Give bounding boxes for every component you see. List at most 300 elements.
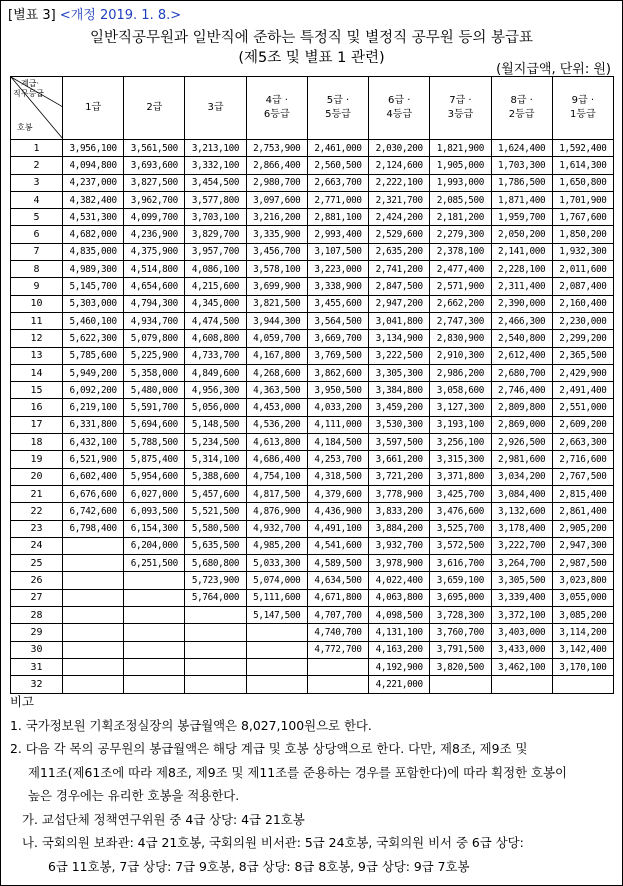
salary-cell: 3,561,500	[124, 140, 185, 157]
salary-cell: 3,577,800	[185, 191, 246, 208]
salary-cell	[246, 641, 307, 658]
salary-cell: 6,204,000	[124, 537, 185, 554]
salary-cell: 1,624,400	[491, 140, 552, 157]
salary-cell: 2,299,200	[552, 330, 613, 347]
salary-cell: 3,456,700	[246, 243, 307, 260]
salary-cell: 2,279,300	[430, 226, 491, 243]
salary-cell: 4,932,700	[246, 520, 307, 537]
column-header-grade: 4급 ·	[265, 95, 288, 106]
salary-cell: 4,817,500	[246, 485, 307, 502]
salary-cell: 4,541,600	[307, 537, 368, 554]
salary-cell: 4,453,000	[246, 399, 307, 416]
salary-cell: 4,733,700	[185, 347, 246, 364]
salary-cell: 3,097,600	[246, 191, 307, 208]
salary-cell: 4,754,100	[246, 468, 307, 485]
salary-cell: 6,432,100	[63, 434, 124, 451]
salary-cell: 4,589,500	[307, 555, 368, 572]
salary-cell: 3,213,100	[185, 140, 246, 157]
salary-cell: 2,662,200	[430, 295, 491, 312]
salary-cell: 2,529,600	[369, 226, 430, 243]
salary-cell: 6,521,900	[63, 451, 124, 468]
salary-cell	[246, 624, 307, 641]
salary-cell: 6,154,300	[124, 520, 185, 537]
salary-cell: 3,962,700	[124, 191, 185, 208]
salary-cell: 3,455,600	[307, 295, 368, 312]
table-row	[11, 347, 614, 364]
salary-cell: 2,881,100	[307, 209, 368, 226]
salary-cell: 1,993,000	[430, 174, 491, 191]
salary-cell: 2,747,300	[430, 312, 491, 329]
salary-cell: 2,861,400	[552, 503, 613, 520]
salary-cell: 2,635,200	[369, 243, 430, 260]
salary-cell: 3,827,500	[124, 174, 185, 191]
salary-cell: 2,663,700	[307, 174, 368, 191]
salary-cell: 3,034,200	[491, 468, 552, 485]
salary-cell: 2,612,400	[491, 347, 552, 364]
salary-cell: 3,023,800	[552, 572, 613, 589]
salary-cell: 3,525,700	[430, 520, 491, 537]
salary-cell: 4,375,900	[124, 243, 185, 260]
salary-cell: 3,833,200	[369, 503, 430, 520]
salary-cell: 2,141,000	[491, 243, 552, 260]
salary-cell	[246, 658, 307, 675]
table-row	[11, 364, 614, 381]
table-row	[11, 434, 614, 451]
salary-cell: 4,167,800	[246, 347, 307, 364]
salary-cell: 3,305,500	[491, 572, 552, 589]
table-row	[11, 382, 614, 399]
step-number-cell: 8	[11, 261, 63, 278]
salary-cell: 2,741,200	[369, 261, 430, 278]
salary-cell: 5,521,500	[185, 503, 246, 520]
table-row	[11, 399, 614, 416]
column-header-rank: 3등급	[447, 109, 474, 120]
salary-cell: 2,378,100	[430, 243, 491, 260]
column-header-rank: 4등급	[386, 109, 413, 120]
salary-cell: 3,695,000	[430, 589, 491, 606]
salary-cell: 5,480,000	[124, 382, 185, 399]
step-number-cell: 1	[11, 140, 63, 157]
unit-note: (월지급액, 단위: 원)	[496, 62, 611, 77]
salary-cell: 3,264,700	[491, 555, 552, 572]
salary-cell: 2,987,500	[552, 555, 613, 572]
salary-cell: 3,616,700	[430, 555, 491, 572]
salary-cell: 6,027,000	[124, 485, 185, 502]
salary-cell	[63, 572, 124, 589]
salary-cell: 3,425,700	[430, 485, 491, 502]
salary-cell: 2,767,500	[552, 468, 613, 485]
step-number-cell: 20	[11, 468, 63, 485]
salary-cell: 4,474,500	[185, 312, 246, 329]
salary-cell: 2,321,700	[369, 191, 430, 208]
salary-cell: 3,597,500	[369, 434, 430, 451]
column-header-grade: 1급	[85, 102, 102, 113]
salary-cell: 3,978,900	[369, 555, 430, 572]
salary-cell: 4,772,700	[307, 641, 368, 658]
salary-cell: 1,614,300	[552, 157, 613, 174]
salary-cell	[63, 589, 124, 606]
salary-cell: 2,551,000	[552, 399, 613, 416]
step-number-cell: 18	[11, 434, 63, 451]
salary-cell: 3,530,300	[369, 416, 430, 433]
salary-cell: 2,540,800	[491, 330, 552, 347]
salary-cell: 2,910,300	[430, 347, 491, 364]
salary-cell: 5,591,700	[124, 399, 185, 416]
salary-cell	[63, 658, 124, 675]
salary-cell: 5,111,600	[246, 589, 307, 606]
salary-cell: 6,093,500	[124, 503, 185, 520]
table-row	[11, 330, 614, 347]
step-number-cell: 2	[11, 157, 63, 174]
salary-cell: 2,365,500	[552, 347, 613, 364]
step-number-cell: 11	[11, 312, 63, 329]
table-body	[11, 140, 614, 694]
salary-cell: 2,986,200	[430, 364, 491, 381]
salary-cell: 4,184,500	[307, 434, 368, 451]
salary-cell: 2,905,200	[552, 520, 613, 537]
step-number-cell: 7	[11, 243, 63, 260]
salary-cell: 4,059,700	[246, 330, 307, 347]
salary-cell: 5,680,800	[185, 555, 246, 572]
salary-cell: 3,699,900	[246, 278, 307, 295]
column-header-grade: 2급	[146, 102, 163, 113]
salary-cell: 4,849,600	[185, 364, 246, 381]
salary-cell	[63, 607, 124, 624]
salary-cell: 4,707,700	[307, 607, 368, 624]
salary-cell: 6,219,100	[63, 399, 124, 416]
salary-cell: 1,821,900	[430, 140, 491, 157]
column-header	[185, 77, 246, 140]
salary-cell: 3,085,200	[552, 607, 613, 624]
salary-cell: 5,788,500	[124, 434, 185, 451]
column-header-grade: 8급 ·	[510, 95, 533, 106]
corner-rank-label: 직무등급	[13, 89, 44, 98]
salary-cell: 4,363,500	[246, 382, 307, 399]
step-number-cell: 14	[11, 364, 63, 381]
salary-cell: 4,086,100	[185, 261, 246, 278]
salary-cell	[185, 658, 246, 675]
salary-cell: 3,142,400	[552, 641, 613, 658]
remark-1: 1. 국가정보원 기획조정실장의 봉급월액은 8,027,100원으로 한다.	[10, 717, 372, 733]
salary-cell: 2,926,500	[491, 434, 552, 451]
salary-cell: 3,371,800	[430, 468, 491, 485]
salary-cell: 5,954,600	[124, 468, 185, 485]
salary-cell: 3,403,000	[491, 624, 552, 641]
salary-cell: 2,716,600	[552, 451, 613, 468]
salary-cell: 1,703,300	[491, 157, 552, 174]
step-number-cell: 32	[11, 676, 63, 693]
salary-cell: 2,771,000	[307, 191, 368, 208]
salary-cell: 1,871,400	[491, 191, 552, 208]
salary-cell: 5,580,500	[185, 520, 246, 537]
corner-cell	[11, 77, 63, 140]
table-header-row	[11, 77, 614, 140]
salary-cell: 5,056,000	[185, 399, 246, 416]
step-number-cell: 17	[11, 416, 63, 433]
appendix-label: [별표 3]	[8, 8, 56, 23]
step-number-cell: 29	[11, 624, 63, 641]
salary-cell: 1,650,800	[552, 174, 613, 191]
salary-cell	[63, 555, 124, 572]
salary-cell: 3,223,000	[307, 261, 368, 278]
salary-cell: 3,932,700	[369, 537, 430, 554]
salary-cell: 3,476,600	[430, 503, 491, 520]
salary-cell	[124, 607, 185, 624]
step-number-cell: 26	[11, 572, 63, 589]
step-number-cell: 25	[11, 555, 63, 572]
salary-cell: 3,222,700	[491, 537, 552, 554]
salary-cell	[124, 658, 185, 675]
salary-cell: 4,514,800	[124, 261, 185, 278]
salary-cell: 4,237,000	[63, 174, 124, 191]
salary-cell: 3,957,700	[185, 243, 246, 260]
page-title: 일반직공무원과 일반직에 준하는 특정직 및 별정직 공무원 등의 봉급표	[89, 30, 534, 46]
salary-cell: 3,222,500	[369, 347, 430, 364]
salary-cell: 2,866,400	[246, 157, 307, 174]
step-number-cell: 30	[11, 641, 63, 658]
salary-cell: 4,686,400	[246, 451, 307, 468]
salary-cell: 3,256,100	[430, 434, 491, 451]
salary-cell: 3,338,900	[307, 278, 368, 295]
document-header	[8, 4, 181, 23]
salary-cell: 1,592,400	[552, 140, 613, 157]
salary-cell: 2,981,600	[491, 451, 552, 468]
salary-cell: 2,124,600	[369, 157, 430, 174]
salary-cell: 3,578,100	[246, 261, 307, 278]
salary-cell: 2,993,400	[307, 226, 368, 243]
column-header-rank: 6등급	[263, 109, 290, 120]
step-number-cell: 13	[11, 347, 63, 364]
salary-cell: 5,622,300	[63, 330, 124, 347]
salary-cell: 4,613,800	[246, 434, 307, 451]
salary-cell: 4,934,700	[124, 312, 185, 329]
column-header-grade: 9급 ·	[571, 95, 595, 106]
table-row	[11, 624, 614, 641]
salary-cell: 3,462,100	[491, 658, 552, 675]
table-row	[11, 555, 614, 572]
remark-2-line-1: 2. 다음 각 목의 공무원의 봉급월액은 해당 계급 및 호봉 상당액으로 한다. 다만, 제8조, 제9조 및	[10, 741, 528, 756]
salary-table	[10, 76, 614, 694]
salary-cell: 5,314,100	[185, 451, 246, 468]
column-header	[307, 77, 368, 140]
salary-cell: 6,602,400	[63, 468, 124, 485]
salary-cell: 3,760,700	[430, 624, 491, 641]
salary-cell: 3,058,600	[430, 382, 491, 399]
salary-cell: 3,134,900	[369, 330, 430, 347]
salary-cell: 1,905,000	[430, 157, 491, 174]
table-row	[11, 243, 614, 260]
salary-cell: 4,094,800	[63, 157, 124, 174]
table-row	[11, 416, 614, 433]
salary-cell: 3,332,100	[185, 157, 246, 174]
salary-cell: 6,742,600	[63, 503, 124, 520]
table-row	[11, 520, 614, 537]
step-number-cell: 16	[11, 399, 63, 416]
salary-cell	[124, 641, 185, 658]
salary-cell: 1,932,300	[552, 243, 613, 260]
salary-cell: 2,424,200	[369, 209, 430, 226]
remark-2-line-2: 제11조(제61조에 따라 제8조, 제9조 및 제11조를 준용하는 경우를 포함한다)에 따라 획정한 호봉이	[28, 764, 567, 780]
column-header	[430, 77, 491, 140]
salary-cell: 2,466,300	[491, 312, 552, 329]
salary-cell: 2,050,200	[491, 226, 552, 243]
salary-cell: 3,944,300	[246, 312, 307, 329]
salary-cell: 3,132,600	[491, 503, 552, 520]
salary-cell	[124, 624, 185, 641]
salary-cell: 2,491,400	[552, 382, 613, 399]
salary-cell: 4,163,200	[369, 641, 430, 658]
column-header-grade: 7급 ·	[449, 95, 472, 106]
salary-cell: 4,740,700	[307, 624, 368, 641]
column-header-rank: 1등급	[570, 109, 596, 120]
salary-cell: 3,339,400	[491, 589, 552, 606]
salary-cell: 5,225,900	[124, 347, 185, 364]
step-number-cell: 22	[11, 503, 63, 520]
corner-grade-label: 계급·	[21, 79, 39, 88]
salary-cell: 3,661,200	[369, 451, 430, 468]
salary-cell: 3,107,500	[307, 243, 368, 260]
table-row	[11, 157, 614, 174]
salary-cell: 4,536,200	[246, 416, 307, 433]
salary-cell: 3,820,500	[430, 658, 491, 675]
salary-cell	[63, 624, 124, 641]
salary-cell: 2,809,800	[491, 399, 552, 416]
salary-cell	[185, 624, 246, 641]
remark-item-b-line-1: 나. 국회의원 보좌관: 4급 21호봉, 국회의원 비서관: 5급 24호봉, 국회의원 비서 중 6급 상당:	[22, 835, 524, 850]
salary-cell: 1,959,700	[491, 209, 552, 226]
salary-cell: 2,830,900	[430, 330, 491, 347]
salary-cell: 2,947,300	[552, 537, 613, 554]
salary-cell: 4,098,500	[369, 607, 430, 624]
salary-cell: 3,055,000	[552, 589, 613, 606]
step-number-cell: 19	[11, 451, 63, 468]
salary-cell: 2,222,100	[369, 174, 430, 191]
salary-cell: 3,384,800	[369, 382, 430, 399]
salary-cell: 6,676,600	[63, 485, 124, 502]
salary-cell: 3,193,100	[430, 416, 491, 433]
salary-cell: 4,531,300	[63, 209, 124, 226]
step-number-cell: 27	[11, 589, 63, 606]
salary-cell: 5,234,500	[185, 434, 246, 451]
salary-cell: 3,305,300	[369, 364, 430, 381]
salary-cell: 2,085,500	[430, 191, 491, 208]
salary-cell: 5,723,900	[185, 572, 246, 589]
salary-cell: 3,170,100	[552, 658, 613, 675]
salary-cell: 5,635,500	[185, 537, 246, 554]
column-header	[552, 77, 613, 140]
salary-cell: 3,703,100	[185, 209, 246, 226]
salary-cell: 4,436,900	[307, 503, 368, 520]
salary-cell: 2,011,600	[552, 261, 613, 278]
salary-cell: 5,079,800	[124, 330, 185, 347]
table-row	[11, 295, 614, 312]
salary-cell: 3,433,000	[491, 641, 552, 658]
salary-cell: 3,041,800	[369, 312, 430, 329]
step-number-cell: 15	[11, 382, 63, 399]
salary-cell: 4,318,500	[307, 468, 368, 485]
salary-cell: 5,764,000	[185, 589, 246, 606]
step-number-cell: 6	[11, 226, 63, 243]
salary-cell	[307, 658, 368, 675]
remark-item-b-line-2: 6급 11호봉, 7급 상당: 7급 9호봉, 8급 상당: 8급 8호봉, 9급 상당: 9급 7호봉	[48, 858, 470, 874]
step-number-cell: 3	[11, 174, 63, 191]
column-header	[63, 77, 124, 140]
salary-cell: 5,694,600	[124, 416, 185, 433]
table-row	[11, 485, 614, 502]
salary-cell: 2,571,900	[430, 278, 491, 295]
salary-cell: 2,980,700	[246, 174, 307, 191]
salary-cell: 4,192,900	[369, 658, 430, 675]
salary-cell: 3,821,500	[246, 295, 307, 312]
salary-cell: 6,092,200	[63, 382, 124, 399]
salary-cell: 2,663,300	[552, 434, 613, 451]
column-header	[491, 77, 552, 140]
salary-cell: 2,160,400	[552, 295, 613, 312]
salary-cell: 3,791,500	[430, 641, 491, 658]
table-row	[11, 278, 614, 295]
salary-cell: 4,682,000	[63, 226, 124, 243]
salary-cell: 2,181,200	[430, 209, 491, 226]
salary-cell: 6,798,400	[63, 520, 124, 537]
page-subtitle: (제5조 및 별표 1 관련)	[238, 50, 385, 66]
salary-cell: 4,634,500	[307, 572, 368, 589]
salary-cell: 5,303,000	[63, 295, 124, 312]
step-number-cell: 12	[11, 330, 63, 347]
column-header-grade: 6급 ·	[388, 95, 411, 106]
salary-cell: 3,956,100	[63, 140, 124, 157]
salary-cell: 4,236,900	[124, 226, 185, 243]
salary-cell: 4,099,700	[124, 209, 185, 226]
salary-cell: 2,030,200	[369, 140, 430, 157]
remark-2-line-3: 높은 경우에는 유리한 호봉을 적용한다.	[28, 788, 240, 803]
salary-cell: 5,388,600	[185, 468, 246, 485]
table-row	[11, 503, 614, 520]
salary-cell: 2,753,900	[246, 140, 307, 157]
salary-cell: 3,659,100	[430, 572, 491, 589]
salary-cell: 2,461,000	[307, 140, 368, 157]
salary-cell: 5,785,600	[63, 347, 124, 364]
remarks-heading: 비고	[10, 694, 34, 709]
salary-cell	[124, 572, 185, 589]
salary-cell: 4,671,800	[307, 589, 368, 606]
salary-cell: 2,815,400	[552, 485, 613, 502]
salary-cell: 5,148,500	[185, 416, 246, 433]
salary-cell: 5,033,300	[246, 555, 307, 572]
salary-cell: 4,956,300	[185, 382, 246, 399]
salary-cell	[124, 589, 185, 606]
salary-cell: 5,074,000	[246, 572, 307, 589]
table-row	[11, 468, 614, 485]
salary-cell: 4,268,600	[246, 364, 307, 381]
salary-cell	[185, 641, 246, 658]
salary-cell	[185, 607, 246, 624]
salary-cell: 6,251,500	[124, 555, 185, 572]
salary-cell: 3,315,300	[430, 451, 491, 468]
salary-cell: 3,778,900	[369, 485, 430, 502]
column-header	[246, 77, 307, 140]
step-number-cell: 21	[11, 485, 63, 502]
salary-cell: 4,876,900	[246, 503, 307, 520]
salary-cell: 2,680,700	[491, 364, 552, 381]
salary-cell: 5,145,700	[63, 278, 124, 295]
salary-cell: 2,609,200	[552, 416, 613, 433]
column-header	[369, 77, 430, 140]
salary-cell: 1,701,900	[552, 191, 613, 208]
salary-cell	[63, 537, 124, 554]
salary-cell: 3,769,500	[307, 347, 368, 364]
step-number-cell: 10	[11, 295, 63, 312]
table-row	[11, 191, 614, 208]
